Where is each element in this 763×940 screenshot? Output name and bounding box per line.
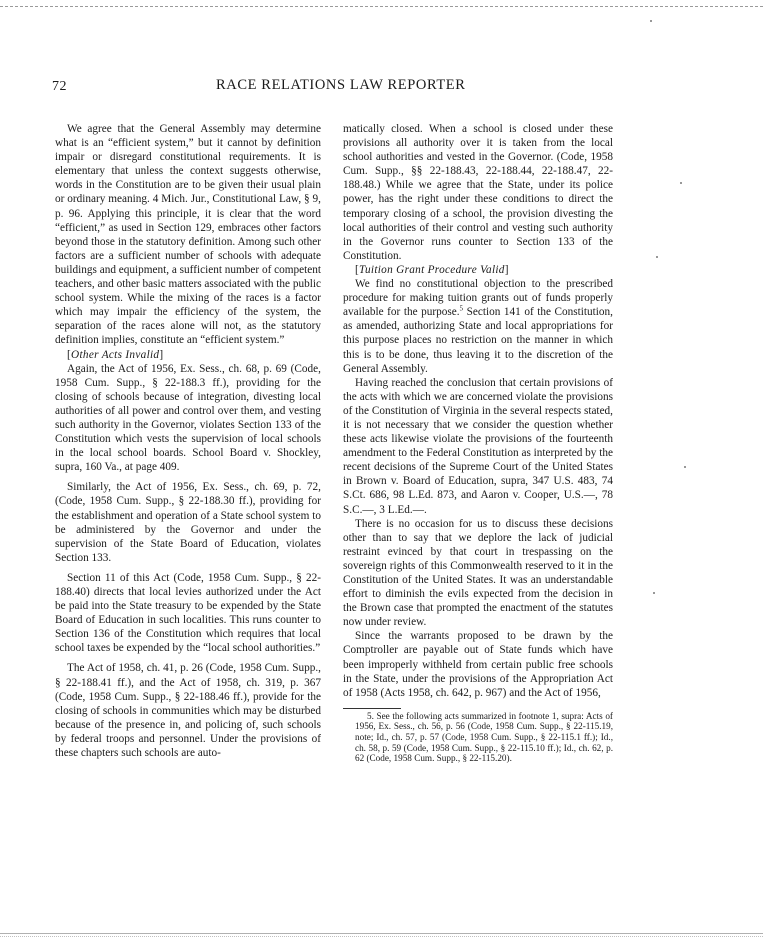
left-paragraph-3: Similarly, the Act of 1956, Ex. Sess., ch. 69, p. 72, (Code, 1958 Cum. Supp., § 22-188.30 ff.), providing for the establishment and operation of a State school system to be administered by the Governor and under the supervision of the State Board of Education, violates Section 133. — [55, 481, 321, 564]
heading-bracket-open: [ — [355, 263, 360, 276]
heading-bracket-close: ] — [159, 348, 164, 361]
scan-speck — [656, 256, 658, 258]
scan-speck — [650, 20, 652, 22]
right-paragraph-1: matically closed. When a school is closed under these provisions all authority over it is taken from the local school authorities and vested in the Governor. (Code, 1958 Cum. Supp., §§ 22-188.43, 22-188.44, 22-188.47, 22-188.48.) While we agree that the State, under its police power, has the right under these conditions to direct the temporary closing of a school, the provision divesting the local authorities of their control and vesting such authority in the Governor runs counter to Section 133 of the Constitution. — [343, 123, 613, 262]
section-heading-tuition-grant — [343, 263, 613, 277]
right-paragraph-4: There is no occasion for us to discuss these decisions other than to say that we deplore the lack of judicial restraint evinced by that court in trespassing on the sovereign rights of this Commonwealth reserved to it in the Constitution of the United States. It was an understandable effort to diminish the evils expected from the decision in the Brown case that prompted the enactment of the statutes now under review. — [343, 517, 613, 629]
heading-text: Other Acts Invalid — [71, 348, 160, 361]
running-head: RACE RELATIONS LAW REPORTER — [216, 77, 466, 93]
scan-speck — [684, 466, 686, 468]
right-paragraph-2 — [343, 277, 613, 376]
heading-bracket-open: [ — [67, 348, 72, 361]
page-number: 72 — [52, 79, 67, 94]
right-paragraph-2-rest: Section 141 of the Constitution, as amended, authorizing State and local appropriations for this purpose places no restriction on the manner in which this is to be done, thus leaving it to the discretion of the General Assembly. — [343, 306, 613, 375]
scan-edge-top — [0, 6, 763, 7]
heading-text: Tuition Grant Procedure Valid — [359, 263, 505, 276]
right-paragraph-3: Having reached the conclusion that certain provisions of the acts with which we are concerned violate the provisions of the Constitution of Virginia in the several respects stated, it is not necessary that we consider the question whether these acts likewise violate the provisions of the fourteenth amendment to the Federal Constitution as interpreted by the recent decisions of the Supreme Court of the United States in Brown v. Board of Education, supra, 347 U.S. 483, 74 S.Ct. 686, 98 L.Ed. 873, and Aaron v. Cooper, U.S.—, 78 S.C.—, 3 L.Ed.—. — [343, 376, 613, 516]
section-heading-other-acts — [55, 348, 321, 362]
left-column — [55, 122, 321, 760]
left-paragraph-5: The Act of 1958, ch. 41, p. 26 (Code, 1958 Cum. Supp., § 22-188.41 ff.), and the Act of 1958, ch. 319, p. 367 (Code, 1958 Cum. Supp., § 22-188.46 ff.), provide for the closing of schools in communities which may be disturbed because of the presence in, and policing of, such schools by federal troops and personnel. Under the provisions of these chapters such schools are auto- — [55, 662, 321, 760]
footnote-reference: 5 — [459, 304, 464, 313]
left-paragraph-4: Section 11 of this Act (Code, 1958 Cum. Supp., § 22-188.40) directs that local levies authorized under the Act be paid into the State treasury to be expended by the State Board of Education in such localities. This runs counter to Section 136 of the Constitution which requires that local school taxes be expended by the “local school authorities.” — [55, 571, 321, 655]
left-paragraph-1: We agree that the General Assembly may determine what is an “efficient system,” but it cannot by definition impair or disregard constitutional requirements. It is elementary that unless the context suggests otherwise, words in the Constitution are to be given their usual plain or ordinary meaning. 4 Mich. Jur., Constitutional Law, § 9, p. 96. Applying this principle, it is clear that the word “efficient,” as used in Section 129, embraces other factors beyond those in the statutory definition. Among such other factors are a sufficient number of schools with adequate buildings and equipment, a sufficient number of competent teachers, and other basic matters associated with the public school system. While the mixing of the races is a factor which may impair the efficiency of the system, the separation of the races alone will not, as the statutory definition implies, constitute an “efficient system.” — [55, 123, 321, 347]
scan-speck — [680, 182, 682, 184]
scan-speck — [653, 592, 655, 594]
heading-bracket-close: ] — [504, 263, 509, 276]
scan-edge-bottom-dotted — [0, 936, 763, 937]
footnote-rule — [343, 708, 401, 709]
footnote-5: 5. See the following acts summarized in footnote 1, supra: Acts of 1956, Ex. Sess., ch. 56, p. 56 (Code, 1958 Cum. Supp., § 22-115.19, note; Id., ch. 57, p. 57 (Code, 1958 Cum. Supp., § 22-115.1 ff.); Id., ch. 58, p. 59 (Code, 1958 Cum. Supp., § 22-115.10 ff.); Id., ch. 62, p. 62 (Code, 1958 Cum. Supp., § 22-115.20). — [355, 710, 613, 764]
right-paragraph-5: Since the warrants proposed to be drawn by the Comptroller are payable out of State funds which have been improperly withheld from certain public free schools in the State, under the provisions of the Appropriation Act of 1958 (Acts 1958, ch. 642, p. 967) and the Act of 1956, — [343, 630, 613, 699]
right-paragraph-2-text: We find no constitutional objection to the prescribed procedure for making tuition grants out of funds properly available for the purpose. — [343, 278, 613, 319]
scan-edge-bottom — [0, 933, 763, 934]
right-column — [343, 122, 613, 764]
left-paragraph-2: Again, the Act of 1956, Ex. Sess., ch. 68, p. 69 (Code, 1958 Cum. Supp., § 22-188.3 ff.), providing for the closing of schools because of integration, divesting local authorities of all power and control over them, and vesting such authority in the Governor, violates Section 133 of the Constitution which vests the supervision of local schools in the local school boards. School Board v. Shockley, supra, 160 Va., at page 409. — [55, 362, 321, 474]
